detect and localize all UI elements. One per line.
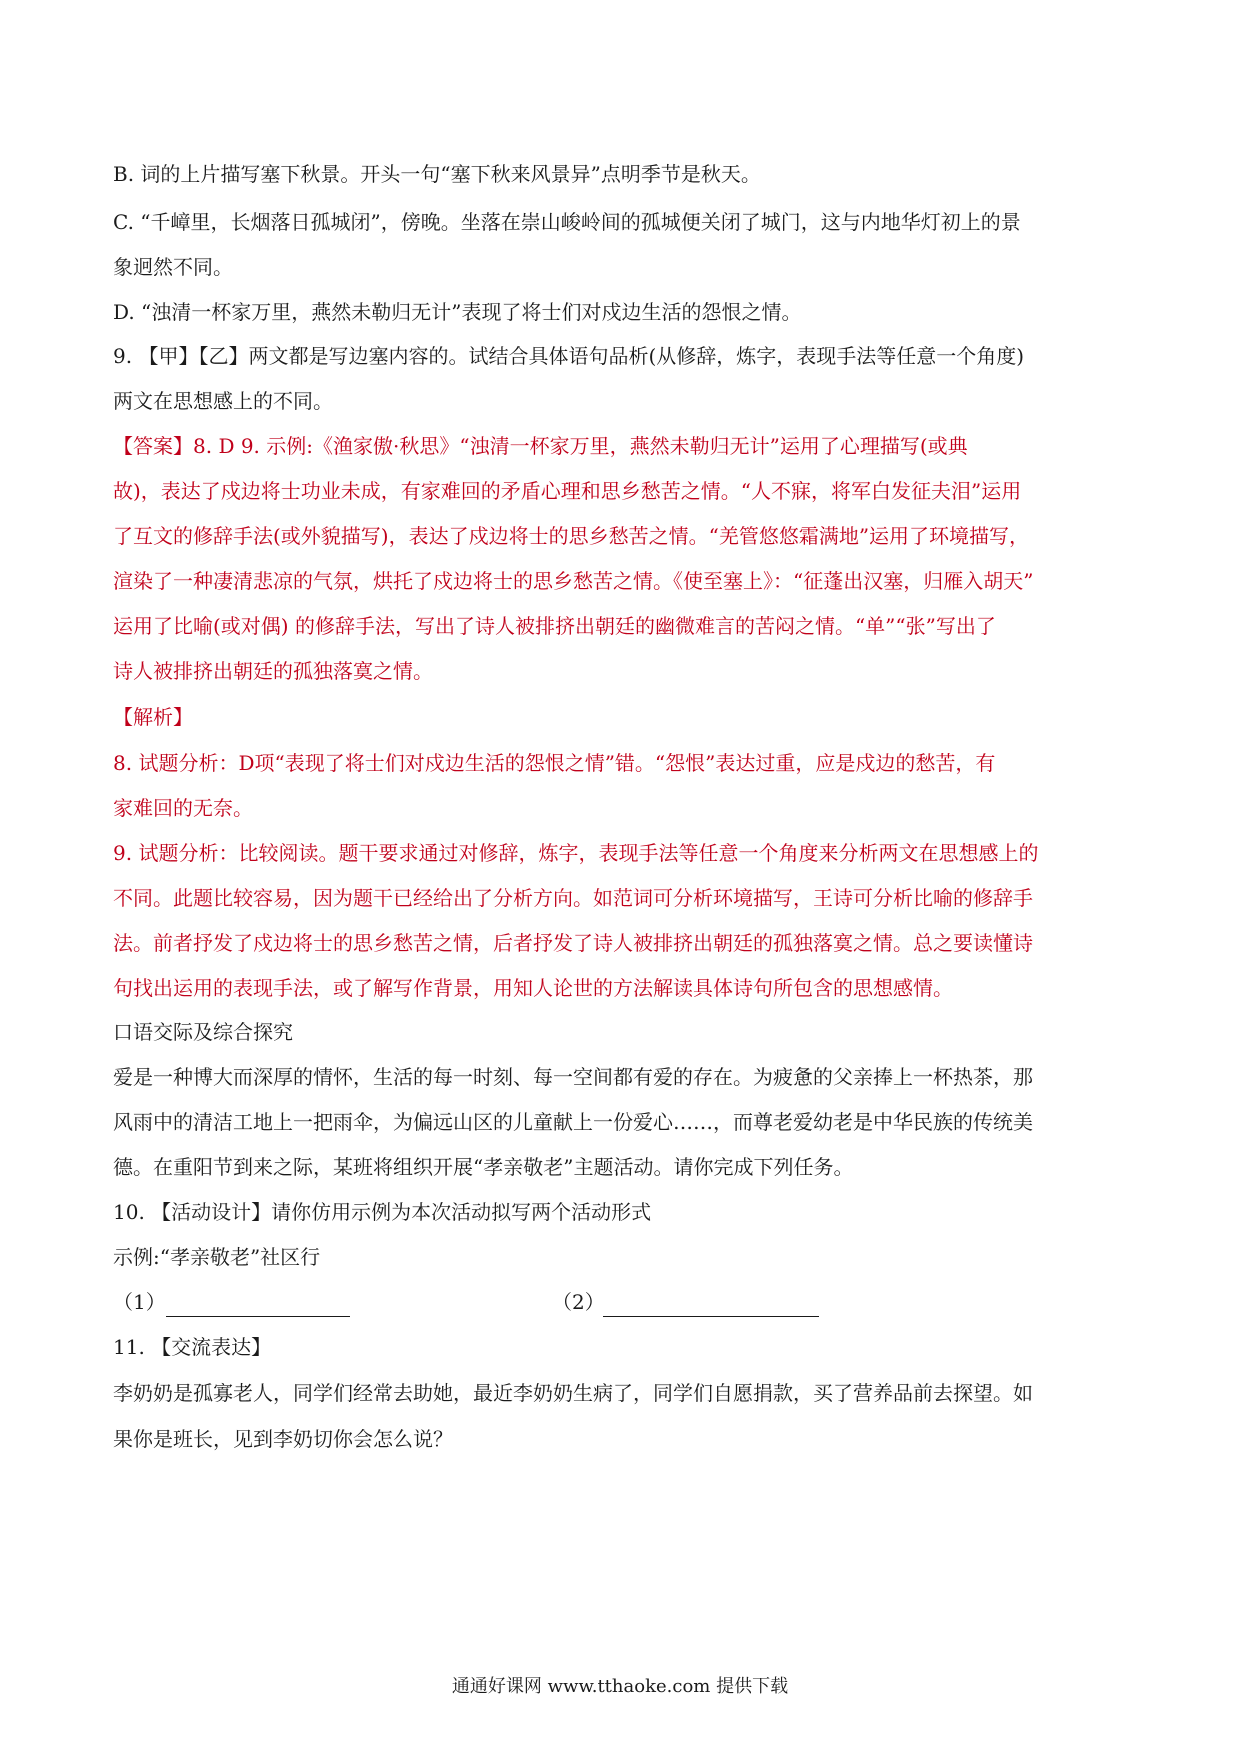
blank1-label: （1） — [113, 1290, 166, 1314]
blank2-label: （2） — [552, 1290, 605, 1314]
section-intro-line: 德。在重阳节到来之际，某班将组织开展“孝亲敬老”主题活动。请你完成下列任务。 — [113, 1155, 854, 1179]
footer-credit: 通通好课网 www.tthaoke.com 提供下载 — [451, 1676, 789, 1697]
option-d: D. “浊清一杯家万里，燕然未勒归无计”表现了将士们对戍边生活的怨恨之情。 — [113, 300, 802, 324]
answer-line: 故)，表达了戍边将士功业未成，有家难回的矛盾心理和思乡愁苦之情。“人不寐，将军白发征夫泪”运用 — [113, 479, 1022, 503]
option-b: B. 词的上片描写塞下秋景。开头一句“塞下秋来风景异”点明季节是秋天。 — [113, 162, 761, 186]
answer-line: 诗人被排挤出朝廷的孤独落寞之情。 — [113, 659, 433, 683]
blank1-answer-line[interactable] — [166, 1316, 350, 1317]
blank2-answer-line[interactable] — [603, 1316, 819, 1317]
question10-example: 示例:“孝亲敬老”社区行 — [113, 1245, 321, 1269]
question9-line1: 9. 【甲】【乙】两文都是写边塞内容的。试结合具体语句品析(从修辞，炼字，表现手法等任意一个角度) — [113, 344, 1025, 368]
answer-line: 【答案】8. D 9. 示例:《渔家傲·秋思》“浊清一杯家万里，燕然未勒归无计”运用了心理描写(或典 — [113, 434, 968, 458]
analysis-q8-line: 8. 试题分析：D项“表现了将士们对戍边生活的怨恨之情”错。“怨恨”表达过重，应是戍边的愁苦，有 — [113, 751, 996, 775]
answer-line: 运用了比喻(或对偶) 的修辞手法，写出了诗人被排挤出朝廷的幽微难言的苦闷之情。“单”“张”写出了 — [113, 614, 996, 638]
section-title: 口语交际及综合探究 — [113, 1020, 293, 1044]
question9-line2: 两文在思想感上的不同。 — [113, 389, 333, 413]
analysis-q9-line: 句找出运用的表现手法，或了解写作背景，用知人论世的方法解读具体诗句所包含的思想感情。 — [113, 976, 953, 1000]
question11-line: 李奶奶是孤寡老人，同学们经常去助她，最近李奶奶生病了，同学们自愿捐款，买了营养品前去探望。如 — [113, 1381, 1033, 1405]
analysis-q9-line: 不同。此题比较容易，因为题干已经给出了分析方向。如范词可分析环境描写，王诗可分析比喻的修辞手 — [113, 886, 1033, 910]
section-intro-line: 爱是一种博大而深厚的情怀，生活的每一时刻、每一空间都有爱的存在。为疲惫的父亲捧上一杯热茶，那 — [113, 1065, 1033, 1089]
answer-line: 渲染了一种凄清悲凉的气氛，烘托了戍边将士的思乡愁苦之情。《使至塞上》：“征蓬出汉塞，归雁入胡天” — [113, 569, 1034, 593]
question11-line: 果你是班长，见到李奶切你会怎么说？ — [113, 1427, 453, 1451]
answer-line: 了互文的修辞手法(或外貌描写)，表达了戍边将士的思乡愁苦之情。“羌管悠悠霜满地”运用了环境描写， — [113, 524, 1030, 548]
option-c-line2: 象迥然不同。 — [113, 255, 233, 279]
section-intro-line: 风雨中的清洁工地上一把雨伞，为偏远山区的儿童献上一份爱心……，而尊老爱幼老是中华民族的传统美 — [113, 1110, 1033, 1134]
question11-heading: 11. 【交流表达】 — [113, 1335, 272, 1359]
question10-prompt: 10. 【活动设计】请你仿用示例为本次活动拟写两个活动形式 — [113, 1200, 652, 1224]
analysis-heading: 【解析】 — [113, 705, 193, 729]
option-c-line1: C. “千嶂里，长烟落日孤城闭”，傍晚。坐落在崇山峻岭间的孤城便关闭了城门，这与内地华灯初上的景 — [113, 210, 1021, 234]
analysis-q9-line: 9. 试题分析：比较阅读。题干要求通过对修辞，炼字，表现手法等任意一个角度来分析两文在思想感上的 — [113, 841, 1039, 865]
analysis-q8-line: 家难回的无奈。 — [113, 796, 253, 820]
analysis-q9-line: 法。前者抒发了戍边将士的思乡愁苦之情，后者抒发了诗人被排挤出朝廷的孤独落寞之情。总之要读懂诗 — [113, 931, 1033, 955]
